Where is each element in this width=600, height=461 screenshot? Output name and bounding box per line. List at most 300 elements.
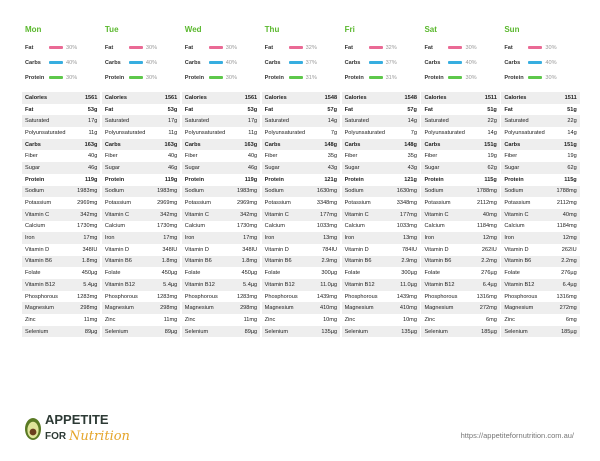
nutrient-value: 1548 (404, 94, 417, 101)
macro-row-protein (22, 70, 100, 85)
nutrient-label: Vitamin B12 (104, 281, 135, 288)
macro-label: Protein (424, 74, 444, 81)
nutrient-label: Vitamin C (504, 211, 529, 218)
nutrient-label: Protein (504, 176, 524, 183)
nutrient-row (421, 267, 499, 279)
nutrient-label: Fiber (344, 153, 358, 160)
macro-label: Protein (504, 74, 524, 81)
nutrient-row (102, 314, 180, 326)
nutrient-label: Carbs (424, 141, 441, 148)
nutrient-value: 6.4µg (482, 281, 497, 288)
nutrient-row (262, 127, 340, 139)
macro-percent: 40% (145, 59, 158, 66)
nutrient-value: 89µg (164, 328, 178, 335)
nutrient-row (342, 291, 420, 303)
macro-percent: 30% (145, 74, 158, 81)
nutrient-value: 784IU (322, 246, 338, 253)
nutrient-row (182, 174, 260, 186)
nutrient-label: Sodium (504, 188, 524, 195)
nutrient-label: Magnesium (25, 305, 54, 312)
nutrient-row (342, 256, 420, 268)
nutrient-row (501, 197, 579, 209)
nutrient-row (102, 197, 180, 209)
nutrient-row (182, 221, 260, 233)
nutrient-label: Folate (424, 270, 440, 277)
nutrient-value: 17mg (163, 235, 178, 242)
macro-percent: 30% (545, 44, 557, 51)
nutrient-value: 115g (564, 176, 577, 183)
nutrient-label: Iron (424, 235, 435, 242)
nutrient-row (182, 256, 260, 268)
nutrient-value: 1561 (84, 94, 98, 101)
macro-row-carbs (262, 55, 340, 70)
nutrient-label: Protein (264, 176, 284, 183)
day-name: Fri (344, 25, 355, 34)
nutrient-row (102, 244, 180, 256)
day-column-sun (501, 20, 579, 350)
nutrient-row (262, 104, 340, 116)
macro-color-bar (49, 76, 63, 78)
nutrient-value: 1316mg (476, 293, 497, 300)
nutrient-value: 1630mg (396, 188, 417, 195)
nutrient-row (421, 197, 499, 209)
macro-label: Protein (25, 74, 45, 81)
nutrient-value: 342mg (160, 211, 178, 218)
nutrient-label: Calories (504, 94, 527, 101)
nutrient-row (102, 209, 180, 221)
nutrient-row (102, 291, 180, 303)
nutrient-label: Vitamin B6 (344, 258, 372, 265)
macro-row-fat (22, 40, 100, 55)
nutrient-label: Vitamin B12 (184, 281, 215, 288)
nutrient-row (421, 174, 499, 186)
macro-row-fat (182, 40, 260, 55)
nutrient-label: Calcium (25, 223, 46, 230)
nutrient-label: Calories (104, 94, 127, 101)
nutrient-value: 7g (410, 129, 417, 136)
macro-percent: 30% (145, 44, 158, 51)
nutrient-label: Fiber (25, 153, 38, 160)
nutrient-label: Vitamin C (264, 211, 289, 218)
nutrient-row (501, 279, 579, 291)
nutrient-label: Calcium (264, 223, 285, 230)
macro-label: Protein (184, 74, 205, 81)
nutrient-label: Polyunsaturated (25, 129, 66, 136)
nutrient-row (262, 186, 340, 198)
nutrient-value: 46g (247, 164, 258, 171)
nutrient-row (22, 221, 100, 233)
macro-label: Fat (504, 44, 513, 51)
spacer (102, 85, 180, 92)
nutrient-label: Protein (104, 176, 125, 183)
day-name: Mon (25, 25, 42, 34)
nutrient-label: Carbs (25, 141, 41, 148)
nutrient-value: 151g (563, 141, 577, 148)
nutrient-row (501, 174, 579, 186)
nutrient-label: Fat (25, 106, 34, 113)
nutrient-label: Zinc (104, 316, 116, 323)
nutrient-label: Vitamin B12 (264, 281, 295, 288)
nutrient-row (262, 291, 340, 303)
nutrient-row (22, 209, 100, 221)
nutrient-value: 46g (167, 164, 178, 171)
nutrient-row (22, 302, 100, 314)
nutrient-row (421, 326, 499, 338)
nutrient-value: 1730mg (77, 223, 98, 230)
nutrient-label: Calories (264, 94, 287, 101)
nutrient-value: 5.4µg (243, 281, 258, 288)
nutrient-value: 262IU (481, 246, 497, 253)
nutrient-row (262, 139, 340, 151)
nutrient-value: 163g (84, 141, 98, 148)
nutrient-label: Sodium (25, 188, 44, 195)
nutrient-label: Sodium (104, 188, 124, 195)
nutrient-row (182, 209, 260, 221)
day-name: Tue (104, 25, 119, 34)
macro-label: Carbs (504, 59, 521, 66)
nutrient-label: Fat (264, 106, 274, 113)
nutrient-row (182, 92, 260, 104)
nutrient-value: 35g (407, 153, 417, 160)
macro-label: Carbs (184, 59, 201, 66)
macro-color-bar (49, 46, 63, 48)
nutrient-value: 348IU (242, 246, 258, 253)
nutrient-label: Calories (424, 94, 447, 101)
macro-color-bar (289, 46, 303, 48)
nutrient-value: 19g (487, 153, 497, 160)
nutrient-label: Vitamin C (184, 211, 209, 218)
nutrient-row (342, 162, 420, 174)
nutrient-row (262, 174, 340, 186)
nutrient-label: Carbs (504, 141, 521, 148)
nutrient-value: 185µg (481, 328, 497, 335)
nutrient-row (22, 314, 100, 326)
nutrient-label: Sodium (344, 188, 364, 195)
macro-percent: 30% (66, 44, 78, 51)
nutrient-label: Zinc (25, 316, 36, 323)
macro-percent: 32% (305, 44, 317, 51)
nutrient-label: Potassium (504, 200, 531, 207)
macro-row-fat (421, 40, 499, 55)
nutrient-row (421, 127, 499, 139)
nutrient-row (262, 209, 340, 221)
macro-label: Fat (424, 44, 433, 51)
macro-color-bar (528, 61, 542, 63)
nutrient-label: Selenium (264, 328, 288, 335)
nutrient-row (342, 267, 420, 279)
nutrient-value: 2969mg (77, 200, 98, 207)
nutrient-value: 5.4µg (83, 281, 98, 288)
nutrient-label: Sugar (104, 164, 120, 171)
avocado-icon (25, 418, 41, 440)
svg-text:Nutrition: Nutrition (69, 429, 130, 444)
macro-color-bar (129, 76, 143, 78)
macro-color-bar (289, 76, 303, 78)
nutrient-label: Vitamin C (25, 211, 50, 218)
nutrient-value: 1184mg (556, 223, 577, 230)
nutrient-row (342, 209, 420, 221)
nutrient-row (22, 267, 100, 279)
nutrient-row (421, 150, 499, 162)
nutrient-value: 2.9mg (401, 258, 417, 265)
nutrient-label: Fiber (264, 153, 278, 160)
nutrient-label: Vitamin C (104, 211, 130, 218)
nutrient-label: Saturated (344, 118, 369, 125)
nutrient-row (501, 244, 579, 256)
nutrient-label: Phosphorous (104, 293, 138, 300)
nutrient-row (262, 302, 340, 314)
day-column-sat (421, 20, 499, 350)
nutrient-label: Vitamin D (264, 246, 289, 253)
nutrient-value: 10mg (402, 316, 417, 323)
nutrient-label: Vitamin B6 (264, 258, 292, 265)
nutrient-label: Selenium (344, 328, 368, 335)
nutrient-value: 7g (330, 129, 338, 136)
nutrient-value: 450µg (81, 270, 98, 277)
nutrient-row (421, 162, 499, 174)
nutrient-value: 119g (164, 176, 178, 183)
nutrient-row (102, 162, 180, 174)
nutrient-row (22, 279, 100, 291)
nutrient-row (421, 256, 499, 268)
macro-color-bar (209, 76, 223, 78)
nutrient-label: Vitamin D (504, 246, 529, 253)
nutrient-row (102, 326, 180, 338)
macro-row-fat (342, 40, 420, 55)
nutrient-row (501, 209, 579, 221)
nutrient-row (262, 221, 340, 233)
nutrient-row (262, 115, 340, 127)
macro-label: Carbs (344, 59, 361, 66)
nutrient-label: Vitamin D (184, 246, 209, 253)
nutrient-value: 177mg (399, 211, 417, 218)
macro-percent: 30% (66, 74, 78, 81)
nutrient-row (501, 314, 579, 326)
macro-color-bar (528, 76, 542, 78)
nutrient-value: 17g (88, 118, 98, 125)
nutrient-row (22, 139, 100, 151)
nutrient-label: Phosphorous (25, 293, 58, 300)
nutrient-label: Saturated (424, 118, 449, 125)
nutrient-row (102, 104, 180, 116)
nutrient-row (262, 326, 340, 338)
nutrient-value: 276µg (561, 270, 577, 277)
nutrient-value: 22g (487, 118, 497, 125)
nutrient-row (342, 139, 420, 151)
nutrient-value: 348IU (162, 246, 178, 253)
nutrient-row (501, 104, 579, 116)
nutrient-row (421, 104, 499, 116)
nutrient-row (182, 186, 260, 198)
macro-percent: 31% (385, 74, 397, 81)
nutrient-row (342, 221, 420, 233)
nutrient-value: 298mg (80, 305, 98, 312)
nutrient-value: 135µg (401, 328, 417, 335)
nutrient-row (22, 244, 100, 256)
nutrient-table (102, 92, 180, 337)
nutrient-value: 1033mg (316, 223, 338, 230)
nutrient-row (262, 256, 340, 268)
nutrient-label: Carbs (344, 141, 361, 148)
nutrient-label: Zinc (424, 316, 436, 323)
appetite-for-nutrition-logo (22, 407, 172, 445)
nutrient-value: 57g (407, 106, 417, 113)
nutrient-label: Selenium (25, 328, 49, 335)
nutrient-value: 1548 (324, 94, 338, 101)
nutrient-label: Fiber (104, 153, 118, 160)
nutrient-label: Vitamin B12 (25, 281, 56, 288)
nutrient-row (22, 326, 100, 338)
nutrient-row (421, 279, 499, 291)
nutrient-value: 342mg (240, 211, 258, 218)
nutrient-label: Sodium (264, 188, 284, 195)
nutrient-row (102, 302, 180, 314)
nutrient-label: Selenium (104, 328, 129, 335)
nutrient-row (501, 326, 579, 338)
macro-color-bar (209, 46, 223, 48)
nutrient-value: 1561 (164, 94, 178, 101)
macro-percent: 30% (225, 74, 237, 81)
nutrient-row (342, 314, 420, 326)
nutrient-value: 450µg (241, 270, 258, 277)
nutrient-value: 12mg (562, 235, 577, 242)
nutrient-value: 1983mg (236, 188, 258, 195)
nutrient-row (342, 104, 420, 116)
nutrient-value: 1033mg (396, 223, 417, 230)
nutrient-value: 1.8mg (161, 258, 178, 265)
nutrient-value: 1511 (484, 94, 497, 101)
nutrient-label: Folate (344, 270, 361, 277)
nutrient-value: 51g (567, 106, 577, 113)
nutrient-label: Phosphorous (264, 293, 298, 300)
nutrient-label: Calories (184, 94, 207, 101)
nutrient-row (262, 150, 340, 162)
nutrient-label: Magnesium (504, 305, 534, 312)
macro-row-carbs (22, 55, 100, 70)
nutrient-row (22, 197, 100, 209)
macro-percent: 31% (305, 74, 317, 81)
nutrient-value: 1.8mg (241, 258, 258, 265)
nutrient-row (182, 279, 260, 291)
nutrient-value: 51g (487, 106, 497, 113)
macro-color-bar (369, 76, 383, 78)
nutrient-value: 13mg (323, 235, 338, 242)
nutrient-label: Vitamin B6 (184, 258, 212, 265)
nutrient-row (501, 267, 579, 279)
nutrient-value: 6.4µg (562, 281, 577, 288)
day-name: Sat (424, 25, 437, 34)
nutrient-label: Sodium (424, 188, 444, 195)
nutrient-value: 10mg (323, 316, 338, 323)
macro-row-protein (182, 70, 260, 85)
nutrient-label: Sugar (25, 164, 40, 171)
nutrient-row (342, 302, 420, 314)
nutrient-row (22, 256, 100, 268)
macro-label: Carbs (264, 59, 281, 66)
nutrient-label: Folate (25, 270, 41, 277)
nutrient-row (102, 232, 180, 244)
nutrient-value: 1788mg (476, 188, 497, 195)
nutrient-row (421, 186, 499, 198)
nutrient-label: Potassium (25, 200, 52, 207)
nutrient-label: Iron (344, 235, 355, 242)
svg-text:FOR: FOR (45, 431, 67, 442)
nutrient-value: 11.0µg (320, 281, 338, 288)
macro-percent: 30% (225, 44, 237, 51)
day-column-fri (342, 20, 420, 350)
nutrient-value: 43g (327, 164, 338, 171)
nutrient-label: Zinc (504, 316, 515, 323)
nutrient-value: 62g (567, 164, 577, 171)
nutrient-value: 1316mg (556, 293, 577, 300)
nutrient-label: Phosphorous (504, 293, 538, 300)
nutrient-label: Polyunsaturated (504, 129, 545, 136)
nutrient-row (22, 232, 100, 244)
website-url[interactable]: https://appetitefornutrition.com.au/ (460, 431, 574, 440)
nutrient-value: 89µg (84, 328, 98, 335)
nutrient-row (501, 186, 579, 198)
nutrient-label: Vitamin B12 (344, 281, 375, 288)
nutrient-row (501, 232, 579, 244)
nutrient-value: 6mg (565, 316, 577, 323)
nutrient-label: Polyunsaturated (344, 129, 385, 136)
nutrient-row (182, 244, 260, 256)
nutrient-value: 11mg (243, 316, 258, 323)
nutrient-label: Saturated (504, 118, 529, 125)
spacer (182, 85, 260, 92)
nutrient-label: Protein (344, 176, 364, 183)
spacer (22, 85, 100, 92)
nutrient-row (501, 302, 579, 314)
nutrient-value: 1730mg (157, 223, 178, 230)
nutrient-row (342, 127, 420, 139)
macro-row-protein (102, 70, 180, 85)
macro-percent: 40% (545, 59, 557, 66)
nutrient-value: 1283mg (157, 293, 178, 300)
nutrient-value: 40g (167, 153, 178, 160)
nutrient-row (421, 115, 499, 127)
nutrient-row (421, 139, 499, 151)
nutrient-label: Calories (344, 94, 367, 101)
nutrient-row (22, 127, 100, 139)
nutrient-label: Carbs (184, 141, 201, 148)
nutrient-value: 62g (487, 164, 497, 171)
macro-row-fat (102, 40, 180, 55)
nutrient-row (182, 104, 260, 116)
nutrient-label: Sugar (424, 164, 440, 171)
nutrient-row (342, 326, 420, 338)
nutrient-value: 119g (244, 176, 258, 183)
nutrient-label: Vitamin D (344, 246, 369, 253)
macro-label: Fat (184, 44, 194, 51)
macro-color-bar (448, 61, 462, 63)
nutrient-value: 22g (567, 118, 577, 125)
macro-color-bar (369, 46, 383, 48)
nutrient-row (501, 127, 579, 139)
nutrient-value: 40mg (562, 211, 577, 218)
day-name: Wed (184, 25, 202, 34)
nutrient-value: 17g (247, 118, 258, 125)
nutrient-label: Selenium (424, 328, 448, 335)
nutrient-table (262, 92, 340, 337)
nutrient-label: Saturated (104, 118, 130, 125)
nutrient-row (342, 197, 420, 209)
nutrient-label: Phosphorous (184, 293, 218, 300)
nutrient-value: 135µg (321, 328, 338, 335)
nutrient-label: Polyunsaturated (264, 129, 306, 136)
nutrient-row (421, 209, 499, 221)
svg-text:APPETITE: APPETITE (45, 412, 109, 427)
